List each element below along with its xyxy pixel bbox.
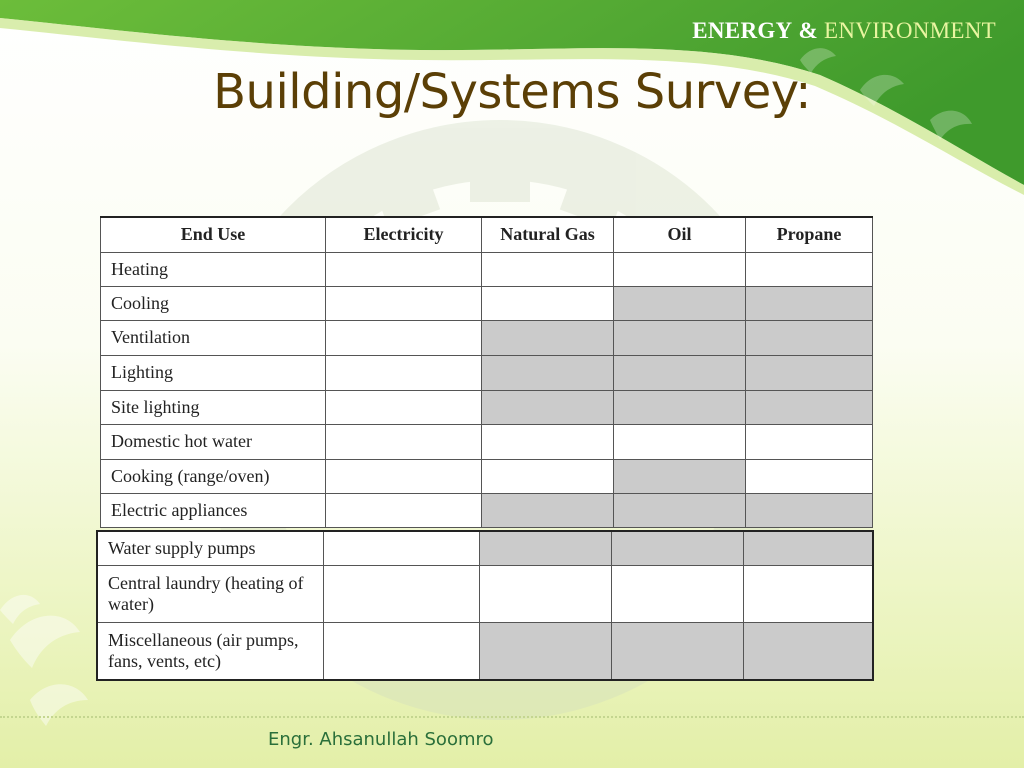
survey-cell[interactable] — [482, 355, 614, 390]
brand-header — [692, 18, 996, 44]
survey-cell[interactable] — [480, 531, 611, 565]
row-label: Heating — [101, 252, 326, 286]
brand-word-environment: ENVIRONMENT — [824, 18, 996, 43]
survey-cell[interactable] — [326, 459, 482, 493]
row-label: Miscellaneous (air pumps, fans, vents, etc) — [97, 622, 324, 680]
survey-cell[interactable] — [482, 390, 614, 424]
survey-cell[interactable] — [480, 622, 611, 680]
survey-cell[interactable] — [614, 493, 746, 527]
survey-cell[interactable] — [614, 424, 746, 459]
column-header-electricity: Electricity — [326, 217, 482, 252]
column-header-end-use: End Use — [101, 217, 326, 252]
survey-cell[interactable] — [482, 252, 614, 286]
column-header-natural-gas: Natural Gas — [482, 217, 614, 252]
row-label: Cooling — [101, 286, 326, 320]
survey-cell[interactable] — [482, 424, 614, 459]
brand-word-energy: ENERGY — [692, 18, 793, 43]
survey-cell[interactable] — [746, 424, 873, 459]
survey-table-top — [100, 216, 873, 528]
survey-cell[interactable] — [611, 622, 743, 680]
row-label: Site lighting — [101, 390, 326, 424]
survey-cell[interactable] — [746, 493, 873, 527]
survey-cell[interactable] — [746, 390, 873, 424]
table-row — [101, 286, 873, 320]
survey-cell[interactable] — [614, 320, 746, 355]
survey-cell[interactable] — [744, 622, 873, 680]
survey-cell[interactable] — [326, 493, 482, 527]
table-row — [101, 390, 873, 424]
survey-cell[interactable] — [744, 531, 873, 565]
survey-cell[interactable] — [614, 390, 746, 424]
brand-ampersand: & — [798, 18, 818, 43]
survey-cell[interactable] — [324, 622, 480, 680]
footer-author: Engr. Ahsanullah Soomro — [268, 729, 494, 750]
survey-cell[interactable] — [326, 320, 482, 355]
table-row — [101, 320, 873, 355]
survey-cell[interactable] — [614, 459, 746, 493]
table-row — [101, 459, 873, 493]
footer-divider — [0, 716, 1024, 718]
survey-cell[interactable] — [611, 531, 743, 565]
survey-cell[interactable] — [326, 390, 482, 424]
survey-cell[interactable] — [611, 565, 743, 622]
survey-cell[interactable] — [482, 493, 614, 527]
row-label: Cooking (range/oven) — [101, 459, 326, 493]
table-row — [97, 565, 873, 622]
survey-cell[interactable] — [324, 565, 480, 622]
table-row — [101, 252, 873, 286]
survey-cell[interactable] — [744, 565, 873, 622]
table-row — [101, 355, 873, 390]
survey-cell[interactable] — [746, 286, 873, 320]
survey-cell[interactable] — [614, 252, 746, 286]
survey-cell[interactable] — [746, 252, 873, 286]
survey-cell[interactable] — [480, 565, 611, 622]
survey-cell[interactable] — [746, 320, 873, 355]
row-label: Ventilation — [101, 320, 326, 355]
column-header-oil: Oil — [614, 217, 746, 252]
survey-cell[interactable] — [482, 459, 614, 493]
row-label: Electric appliances — [101, 493, 326, 527]
survey-cell[interactable] — [614, 286, 746, 320]
row-label: Water supply pumps — [97, 531, 324, 565]
survey-cell[interactable] — [482, 320, 614, 355]
survey-cell[interactable] — [746, 355, 873, 390]
survey-cell[interactable] — [614, 355, 746, 390]
table-row — [101, 424, 873, 459]
survey-cell[interactable] — [746, 459, 873, 493]
table-row — [101, 493, 873, 527]
row-label: Domestic hot water — [101, 424, 326, 459]
table-row — [97, 622, 873, 680]
survey-cell[interactable] — [326, 286, 482, 320]
survey-cell[interactable] — [326, 252, 482, 286]
survey-cell[interactable] — [326, 355, 482, 390]
leaf-ornament-bottom-left — [0, 595, 88, 726]
row-label: Central laundry (heating of water) — [97, 565, 324, 622]
survey-cell[interactable] — [482, 286, 614, 320]
table-row — [97, 531, 873, 565]
survey-cell[interactable] — [326, 424, 482, 459]
page-title: Building/Systems Survey: — [213, 64, 811, 120]
row-label: Lighting — [101, 355, 326, 390]
survey-table-bottom — [96, 530, 874, 681]
survey-cell[interactable] — [324, 531, 480, 565]
column-header-propane: Propane — [746, 217, 873, 252]
